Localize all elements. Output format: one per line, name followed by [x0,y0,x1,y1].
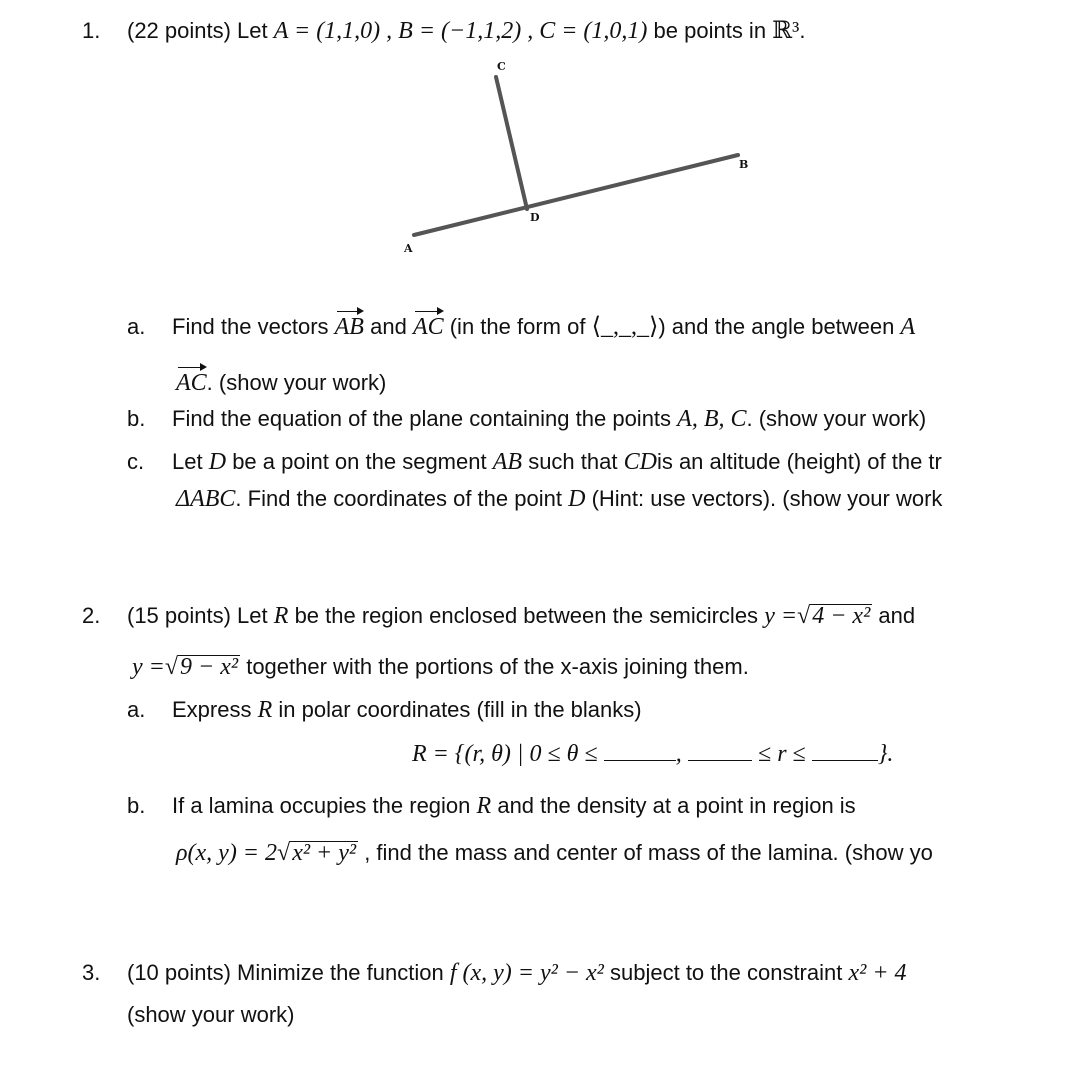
part-2b-t1: If a lamina occupies the region [172,793,471,818]
part-1b-t1: Find the equation of the plane containing the points [172,406,672,431]
density-function: ρ(x, y) = 2 [176,840,278,866]
region-r-2a: R [257,697,273,723]
problem-2-statement [127,602,915,630]
segment-ab-text: AB [492,449,523,475]
part-1a-line2 [176,369,386,397]
label-a: A [404,242,413,255]
part-2a-t1: Express [172,697,252,722]
problem-1-intro-tail: be points in [653,18,767,43]
polar-comma: , [675,741,682,767]
part-1a-text [172,313,915,341]
polar-set-close: }. [877,741,894,767]
sqrt-sign-2: √ [164,654,179,680]
vector-ac: AC [412,314,444,340]
segment-cd-text: CD [623,449,657,475]
problem-3-line2: (show your work) [127,1002,295,1027]
objective-function: f (x, y) = y² − x² [449,960,604,986]
eq2-lhs: y = [132,654,165,680]
problem-1-number: 1. [82,18,101,43]
label-b: B [739,158,749,171]
part-2b-t3: , find the mass and center of mass of the lamina. (show yo [364,840,933,865]
sqrt-sign-3: √ [277,840,291,866]
problem-1-intro: (22 points) Let [127,18,268,43]
problem-2-t1: (15 points) Let [127,603,268,628]
vector-ab: AB [334,314,364,340]
part-1c-line2 [176,485,942,513]
vector-ac-line2: AC [176,370,207,396]
part-1b-text [172,405,926,433]
part-2b-text [172,792,856,820]
problem-2-t2: be the region enclosed between the semicircles [294,603,759,628]
density-radicand: x² + y² [292,840,357,866]
label-d: D [530,211,540,224]
problem-1-space: ℝ³ [772,18,800,44]
part-1c-t1: Let [172,449,203,474]
part-1c-text [172,448,942,476]
point-d-2: D [568,486,586,512]
sqrt-sign-1: √ [797,603,811,629]
part-2a-t2: in polar coordinates (fill in the blanks) [278,697,642,722]
r-upper-blank[interactable] [812,742,878,761]
part-1a-t2: and [370,314,407,339]
part-1c-t6: (Hint: use vectors). (show your work [591,486,943,511]
eq1-radicand: 4 − x² [812,603,871,629]
problem-3-number: 3. [82,960,101,985]
part-1c-t2: be a point on the segment [232,449,487,474]
problem-1-points: A = (1,1,0) , B = (−1,1,2) , C = (1,0,1) [273,18,648,44]
part-1c-label: c. [127,449,145,474]
problem-3-t1: (10 points) Minimize the function [127,960,444,985]
label-c: C [497,60,506,73]
problem-1-end: . [799,18,806,43]
part-2a-label: a. [127,697,146,722]
part-1b-label: b. [127,406,146,431]
problem-2-t4: together with the portions of the x-axis joining them. [246,654,749,679]
eq2-radicand: 9 − x² [180,654,239,680]
problem-3-statement [127,959,907,987]
part-1a-t4: ) and the angle between [658,314,895,339]
vector-form-bracket: ⟨_,_,_⟩ [591,314,659,340]
part-2a-text [172,696,642,724]
polar-set-expression [412,740,893,768]
eq1-lhs: y = [764,603,798,629]
segment-cd [496,77,527,209]
part-1c-t4: is an altitude (height) of the tr [656,449,942,474]
part-1b-t2: . (show your work) [746,406,927,431]
problem-2-number: 2. [82,603,101,628]
point-d: D [208,449,227,475]
polar-set-lhs: R = {(r, θ) | 0 ≤ θ ≤ [412,741,598,767]
part-2b-label: b. [127,793,146,818]
segment-ab [414,155,738,235]
part-1b-points: A, B, C [677,406,747,432]
triangle-figure [0,40,1080,320]
part-1c-t3: such that [528,449,618,474]
part-1a-label: a. [127,314,146,339]
r-lower-blank[interactable] [688,742,752,761]
r-inequality: ≤ r ≤ [758,741,806,767]
constraint-expression: x² + 4 [848,960,907,986]
part-2b-line2 [176,839,933,867]
part-2b-t2: and the density at a point in region is [497,793,856,818]
part-1a-t1: Find the vectors [172,314,329,339]
problem-2-t3: and [878,603,916,628]
region-r: R [273,603,289,629]
vector-a-cut: A [900,314,916,340]
problem-2-line2 [132,653,749,681]
region-r-2b: R [476,793,492,819]
theta-upper-blank[interactable] [604,742,676,761]
part-1a-t3: (in the form of [449,314,586,339]
triangle-abc: ΔABC [176,486,236,512]
part-1a-line2-text: . (show your work) [206,370,387,395]
part-1c-t5: . Find the coordinates of the point [235,486,562,511]
problem-3-t2: subject to the constraint [610,960,843,985]
